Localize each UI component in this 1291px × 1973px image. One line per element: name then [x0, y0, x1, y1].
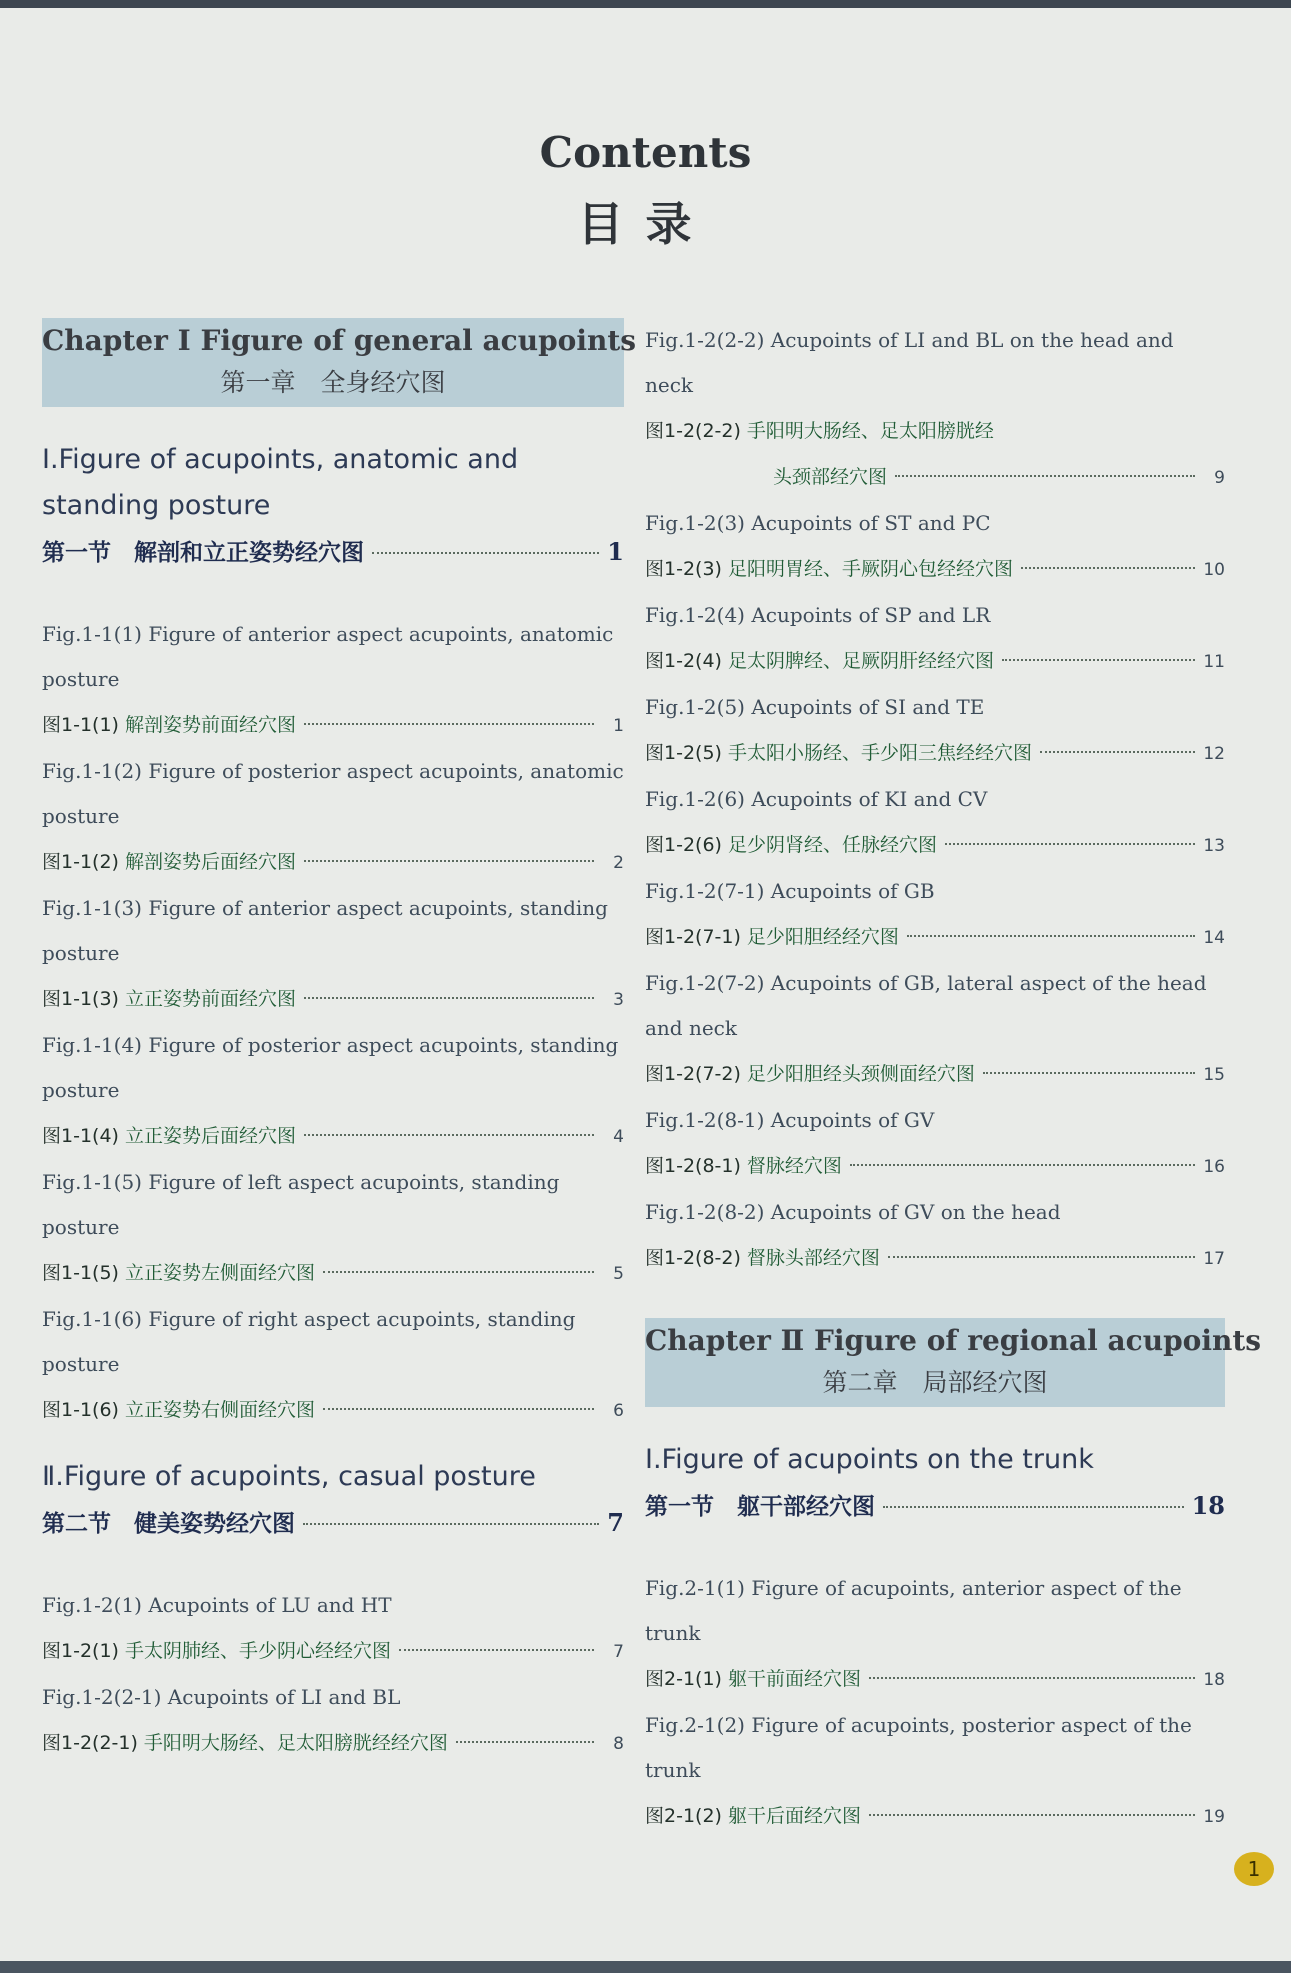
figure-number: 图1-2(2-1) — [42, 1732, 138, 1754]
section-title-zh: 第一节 躯干部经穴图 — [645, 1494, 875, 1520]
figure-title-zh — [42, 839, 296, 885]
figure-title-en: Fig.1-1(1) Figure of anterior aspect acupoints, anatomic posture — [42, 622, 614, 691]
dot-leader — [323, 1408, 594, 1410]
page-ref: 8 — [613, 1734, 624, 1754]
toc-entry[interactable] — [645, 638, 1225, 685]
figure-title-zh — [42, 1113, 296, 1159]
dot-leader — [456, 1741, 594, 1743]
toc-entry[interactable] — [645, 1793, 1225, 1840]
figure-title-zh — [645, 1656, 861, 1702]
page-ref: 7 — [607, 1508, 624, 1537]
dot-leader — [983, 1072, 1195, 1074]
figure-number: 图1-2(6) — [645, 834, 722, 856]
figure-title-zh — [42, 1250, 315, 1296]
section-heading — [42, 1454, 624, 1547]
figure-caption-zh: 足少阳胆经经穴图 — [746, 926, 899, 948]
dot-leader — [372, 552, 599, 554]
page-ref: 19 — [1203, 1807, 1225, 1827]
chapter-1-title-en: Chapter Ⅰ Figure of general acupoints — [42, 324, 637, 357]
toc-entry[interactable] — [42, 976, 624, 1023]
figure-caption-zh: 足太阴脾经、足厥阴肝经经穴图 — [727, 650, 994, 672]
toc-entry[interactable] — [645, 914, 1225, 961]
figure-title-zh — [645, 1051, 975, 1097]
section-heading — [42, 437, 624, 576]
page-number-badge: 1 — [1234, 1852, 1274, 1886]
figure-title-en: Fig.1-2(8-2) Acupoints of GV on the head — [645, 1200, 1061, 1224]
page-ref: 1 — [613, 716, 624, 736]
page-ref: 9 — [1214, 468, 1225, 488]
page-ref: 7 — [613, 1642, 624, 1662]
figure-title-zh — [42, 1720, 448, 1766]
contents-title-en: Contents — [539, 128, 752, 177]
figure-title-zh — [645, 408, 994, 454]
page-ref: 2 — [613, 853, 624, 873]
figure-number: 图1-1(3) — [42, 988, 119, 1010]
chapter-1-header — [42, 318, 637, 407]
dot-leader — [869, 1814, 1195, 1816]
dot-leader — [304, 723, 594, 725]
toc-entry[interactable] — [645, 546, 1225, 593]
figure-caption-zh: 解剖姿势后面经穴图 — [124, 851, 296, 873]
figure-title-en: Fig.1-1(6) Figure of right aspect acupoints, standing posture — [42, 1307, 576, 1376]
page-ref: 14 — [1203, 928, 1225, 948]
figure-number: 图1-2(8-2) — [645, 1247, 741, 1269]
figure-title-en: Fig.1-2(4) Acupoints of SP and LR — [645, 603, 991, 627]
chapter-2-header — [645, 1318, 1262, 1407]
figure-title-zh — [42, 976, 296, 1022]
figure-title-en: Fig.1-1(3) Figure of anterior aspect acupoints, standing posture — [42, 896, 608, 965]
dot-leader — [399, 1649, 594, 1651]
figure-caption-zh: 督脉经穴图 — [746, 1155, 842, 1177]
figure-title-en: Fig.1-2(2-2) Acupoints of LI and BL on the head and neck — [645, 328, 1174, 397]
figure-number: 图1-2(7-1) — [645, 926, 741, 948]
section-title-en: Ⅰ.Figure of acupoints, anatomic and standing posture — [42, 444, 519, 521]
dot-leader — [304, 860, 594, 862]
toc-entry[interactable] — [645, 408, 1225, 454]
section-title-en: Ⅰ.Figure of acupoints on the trunk — [645, 1444, 1094, 1475]
page-ref: 3 — [613, 990, 624, 1010]
figure-title-zh — [645, 1235, 880, 1281]
page-ref: 11 — [1203, 652, 1225, 672]
figure-title-en: Fig.1-2(8-1) Acupoints of GV — [645, 1108, 935, 1132]
chapter-2-title-zh: 第二章 局部经穴图 — [822, 1368, 1048, 1397]
section-heading — [645, 1437, 1225, 1530]
dot-leader — [1021, 567, 1195, 569]
page-ref: 4 — [613, 1127, 624, 1147]
figure-number: 图1-2(3) — [645, 558, 722, 580]
dot-leader — [304, 997, 594, 999]
figure-number: 图1-1(1) — [42, 714, 119, 736]
figure-number: 图1-1(4) — [42, 1125, 119, 1147]
figure-title-en: Fig.1-2(7-2) Acupoints of GB, lateral aspect of the head and neck — [645, 971, 1207, 1040]
toc-entry[interactable] — [645, 1143, 1225, 1190]
page-ref: 16 — [1203, 1157, 1225, 1177]
section-title-zh: 第二节 健美姿势经穴图 — [42, 1511, 295, 1537]
page-ref: 17 — [1203, 1249, 1225, 1269]
page-ref: 5 — [613, 1264, 624, 1284]
right-column — [645, 318, 1262, 1840]
figure-number: 图1-1(5) — [42, 1262, 119, 1284]
toc-entry[interactable] — [645, 1656, 1225, 1703]
figure-caption-zh: 足少阴肾经、任脉经穴图 — [727, 834, 937, 856]
figure-caption-zh: 足阳明胃经、手厥阴心包经经穴图 — [727, 558, 1013, 580]
figure-number: 图1-2(8-1) — [645, 1155, 741, 1177]
dot-leader — [323, 1271, 594, 1273]
page-ref: 18 — [1203, 1670, 1225, 1690]
left-column — [42, 318, 637, 1767]
figure-title-zh — [645, 822, 937, 868]
toc-entry[interactable] — [42, 702, 624, 749]
dot-leader — [907, 935, 1195, 937]
figure-title-en: Fig.1-2(2-1) Acupoints of LI and BL — [42, 1685, 401, 1709]
figure-title-en: Fig.1-2(1) Acupoints of LU and HT — [42, 1593, 392, 1617]
toc-entry[interactable] — [645, 822, 1225, 869]
page-ref: 15 — [1203, 1065, 1225, 1085]
section-toc-entry[interactable] — [42, 1500, 624, 1547]
section-toc-entry[interactable] — [42, 529, 624, 576]
figure-title-zh — [645, 730, 1032, 776]
figure-title-zh — [645, 914, 899, 960]
figure-caption-zh: 手太阴肺经、手少阴心经经穴图 — [124, 1640, 391, 1662]
figure-caption-zh-cont: 头颈部经穴图 — [773, 466, 888, 488]
section-title-en: Ⅱ.Figure of acupoints, casual posture — [42, 1461, 536, 1492]
figure-number: 图2-1(1) — [645, 1668, 722, 1690]
figure-number: 图1-2(4) — [645, 650, 722, 672]
toc-entry[interactable] — [42, 1387, 624, 1434]
toc-entry[interactable] — [42, 1720, 624, 1767]
toc-entry[interactable] — [42, 1113, 624, 1160]
figure-caption-zh: 躯干后面经穴图 — [727, 1805, 861, 1827]
bottom-edge — [0, 1961, 1291, 1973]
page-ref: 12 — [1203, 744, 1225, 764]
top-edge — [0, 0, 1291, 8]
dot-leader — [883, 1506, 1184, 1508]
page-ref: 10 — [1203, 560, 1225, 580]
figure-title-en: Fig.1-2(7-1) Acupoints of GB — [645, 879, 935, 903]
figure-caption-zh: 督脉头部经穴图 — [746, 1247, 880, 1269]
figure-caption-zh: 足少阳胆经头颈侧面经穴图 — [746, 1063, 975, 1085]
figure-caption-zh: 立正姿势左侧面经穴图 — [124, 1262, 315, 1284]
toc-entry[interactable] — [645, 1235, 1225, 1282]
figure-caption-zh: 立正姿势后面经穴图 — [124, 1125, 296, 1147]
figure-title-zh — [42, 1628, 391, 1674]
figure-title-zh — [645, 638, 994, 684]
toc-entry-continued[interactable] — [645, 454, 1225, 501]
figure-title-en: Fig.1-1(4) Figure of posterior aspect acupoints, standing posture — [42, 1033, 619, 1102]
figure-title-en: Fig.1-1(2) Figure of posterior aspect acupoints, anatomic posture — [42, 759, 624, 828]
figure-title-en: Fig.1-2(3) Acupoints of ST and PC — [645, 511, 991, 535]
figure-title-zh — [645, 546, 1013, 592]
figure-title-en: Fig.2-1(2) Figure of acupoints, posterior aspect of the trunk — [645, 1713, 1192, 1782]
section-title-zh: 第一节 解剖和立正姿势经穴图 — [42, 540, 364, 566]
figure-number: 图1-2(1) — [42, 1640, 119, 1662]
figure-caption-zh: 手阳明大肠经、足太阳膀胱经 — [746, 420, 994, 442]
figure-title-en: Fig.1-2(5) Acupoints of SI and TE — [645, 695, 985, 719]
figure-title-en: Fig.1-2(6) Acupoints of KI and CV — [645, 787, 988, 811]
figure-title-en: Fig.1-1(5) Figure of left aspect acupoints, standing posture — [42, 1170, 560, 1239]
page-ref: 6 — [613, 1401, 624, 1421]
dot-leader — [303, 1523, 599, 1525]
figure-caption-zh: 立正姿势前面经穴图 — [124, 988, 296, 1010]
toc-entry[interactable] — [42, 1250, 624, 1297]
toc-entry[interactable] — [42, 839, 624, 886]
dot-leader — [304, 1134, 594, 1136]
toc-entry[interactable] — [645, 730, 1225, 777]
section-toc-entry[interactable] — [645, 1483, 1225, 1530]
figure-caption-zh: 躯干前面经穴图 — [727, 1668, 861, 1690]
figure-number: 图1-1(2) — [42, 851, 119, 873]
page-ref: 13 — [1203, 836, 1225, 856]
figure-title-zh — [42, 1387, 315, 1433]
chapter-2-title-en: Chapter Ⅱ Figure of regional acupoints — [645, 1324, 1262, 1357]
figure-caption-zh: 立正姿势右侧面经穴图 — [124, 1399, 315, 1421]
figure-title-zh — [645, 1793, 861, 1839]
figure-title-en: Fig.2-1(1) Figure of acupoints, anterior aspect of the trunk — [645, 1576, 1182, 1645]
figure-number: 图2-1(2) — [645, 1805, 722, 1827]
figure-caption-zh: 解剖姿势前面经穴图 — [124, 714, 296, 736]
dot-leader — [888, 1256, 1195, 1258]
dot-leader — [895, 475, 1195, 477]
figure-number: 图1-2(2-2) — [645, 420, 741, 442]
figure-title-zh — [42, 702, 296, 748]
toc-entry[interactable] — [42, 1628, 624, 1675]
page-ref: 1 — [607, 537, 624, 566]
page-ref: 18 — [1191, 1491, 1225, 1520]
dot-leader — [850, 1164, 1195, 1166]
contents-title-zh: 目录 — [577, 197, 714, 251]
figure-title-zh — [645, 1143, 842, 1189]
toc-entry[interactable] — [645, 1051, 1225, 1098]
chapter-1-title-zh: 第一章 全身经穴图 — [220, 368, 446, 397]
figure-number: 图1-2(5) — [645, 742, 722, 764]
dot-leader — [1002, 659, 1195, 661]
figure-caption-zh: 手太阳小肠经、手少阳三焦经经穴图 — [727, 742, 1032, 764]
dot-leader — [1040, 751, 1195, 753]
figure-number: 图1-2(7-2) — [645, 1063, 741, 1085]
dot-leader — [945, 843, 1195, 845]
figure-number: 图1-1(6) — [42, 1399, 119, 1421]
dot-leader — [869, 1677, 1195, 1679]
figure-caption-zh: 手阳明大肠经、足太阳膀胱经经穴图 — [143, 1732, 448, 1754]
